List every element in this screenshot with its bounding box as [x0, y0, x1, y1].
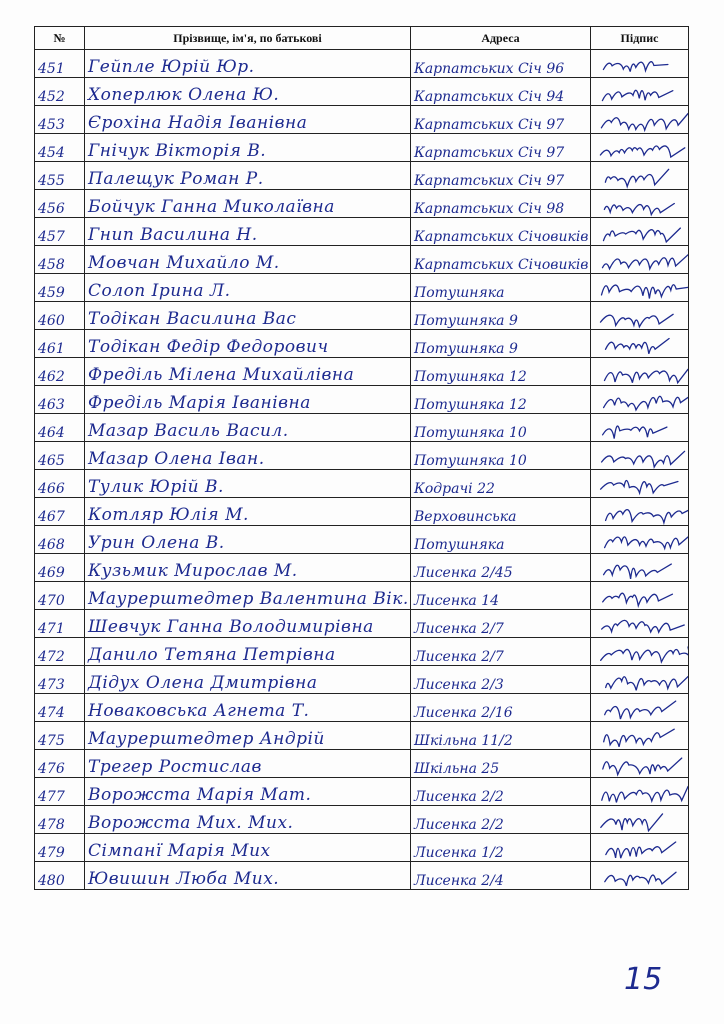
- row-signature: [591, 834, 689, 862]
- row-signature: [591, 302, 689, 330]
- row-signature: [591, 358, 689, 386]
- row-signature: [591, 134, 689, 162]
- row-number: 451: [35, 50, 85, 78]
- row-signature: [591, 694, 689, 722]
- row-signature: [591, 106, 689, 134]
- table-row: [35, 582, 689, 610]
- row-signature: [591, 722, 689, 750]
- row-signature: [591, 526, 689, 554]
- row-name: Дідух Олена Дмитрівна: [85, 666, 411, 694]
- row-name: Мовчан Михайло М.: [85, 246, 411, 274]
- row-name: Хоперлюк Олена Ю.: [85, 78, 411, 106]
- signature-scribble: [594, 275, 689, 301]
- row-address: Верховинська: [411, 498, 591, 526]
- row-number: 462: [35, 358, 85, 386]
- signature-scribble: [594, 863, 689, 889]
- row-signature: [591, 610, 689, 638]
- row-name: Данило Тетяна Петрівна: [85, 638, 411, 666]
- table-row: [35, 666, 689, 694]
- row-name: Гнип Василина Н.: [85, 218, 411, 246]
- row-address: Карпатських Січ 97: [411, 162, 591, 190]
- row-signature: [591, 274, 689, 302]
- table-row: [35, 386, 689, 414]
- header-number: №: [35, 27, 85, 50]
- signature-scribble: [594, 247, 689, 273]
- row-number: 470: [35, 582, 85, 610]
- header-signature: Підпис: [591, 27, 689, 50]
- signature-scribble: [594, 471, 689, 497]
- signature-scribble: [594, 163, 689, 189]
- row-signature: [591, 470, 689, 498]
- row-address: Потушняка 9: [411, 330, 591, 358]
- row-number: 455: [35, 162, 85, 190]
- row-signature: [591, 554, 689, 582]
- row-signature: [591, 218, 689, 246]
- signature-scribble: [594, 695, 689, 721]
- table-row: [35, 554, 689, 582]
- row-address: Лисенка 2/4: [411, 862, 591, 890]
- row-name: Котляр Юлія М.: [85, 498, 411, 526]
- row-signature: [591, 386, 689, 414]
- row-signature: [591, 498, 689, 526]
- row-name: Єрохіна Надія Іванівна: [85, 106, 411, 134]
- table-row: [35, 526, 689, 554]
- row-address: Карпатських Січ 98: [411, 190, 591, 218]
- row-name: Урин Олена В.: [85, 526, 411, 554]
- row-signature: [591, 638, 689, 666]
- row-name: Гейпле Юрій Юр.: [85, 50, 411, 78]
- row-signature: [591, 78, 689, 106]
- row-number: 471: [35, 610, 85, 638]
- table-row: [35, 414, 689, 442]
- row-name: Трегер Ростислав: [85, 750, 411, 778]
- row-number: 476: [35, 750, 85, 778]
- row-address: Лисенка 2/16: [411, 694, 591, 722]
- table-row: [35, 134, 689, 162]
- row-name: Палещук Роман Р.: [85, 162, 411, 190]
- signature-scribble: [594, 751, 689, 777]
- row-name: Ворожста Мих. Мих.: [85, 806, 411, 834]
- row-name: Гнічук Вікторія В.: [85, 134, 411, 162]
- row-address: Лисенка 2/2: [411, 778, 591, 806]
- row-address: Карпатських Січ 94: [411, 78, 591, 106]
- row-address: Потушняка 12: [411, 358, 591, 386]
- row-name: Тодікан Василина Вас: [85, 302, 411, 330]
- row-number: 461: [35, 330, 85, 358]
- signature-scribble: [594, 835, 689, 861]
- row-address: Шкільна 25: [411, 750, 591, 778]
- table-row: [35, 218, 689, 246]
- row-address: Лисенка 2/45: [411, 554, 591, 582]
- signature-scribble: [594, 51, 689, 77]
- row-signature: [591, 582, 689, 610]
- row-signature: [591, 862, 689, 890]
- row-number: 460: [35, 302, 85, 330]
- row-address: Лисенка 14: [411, 582, 591, 610]
- signature-scribble: [594, 555, 689, 581]
- signature-scribble: [594, 639, 689, 665]
- row-number: 457: [35, 218, 85, 246]
- table-row: [35, 246, 689, 274]
- row-signature: [591, 246, 689, 274]
- table-row: [35, 50, 689, 78]
- row-address: Потушняка 10: [411, 442, 591, 470]
- row-address: Потушняка: [411, 526, 591, 554]
- signature-scribble: [594, 779, 689, 805]
- table-row: [35, 862, 689, 890]
- row-address: Лисенка 2/3: [411, 666, 591, 694]
- row-number: 474: [35, 694, 85, 722]
- row-signature: [591, 414, 689, 442]
- signature-scribble: [594, 135, 689, 161]
- row-address: Карпатських Січ 97: [411, 134, 591, 162]
- row-name: Ювишин Люба Мих.: [85, 862, 411, 890]
- table-row: [35, 750, 689, 778]
- row-number: 467: [35, 498, 85, 526]
- row-signature: [591, 806, 689, 834]
- row-number: 480: [35, 862, 85, 890]
- row-name: Фреділь Марія Іванівна: [85, 386, 411, 414]
- row-name: Солоп Ірина Л.: [85, 274, 411, 302]
- table-row: [35, 806, 689, 834]
- table-row: [35, 330, 689, 358]
- signature-table: [34, 26, 689, 890]
- table-row: [35, 358, 689, 386]
- signature-scribble: [594, 583, 689, 609]
- table-row: [35, 722, 689, 750]
- row-number: 465: [35, 442, 85, 470]
- row-number: 463: [35, 386, 85, 414]
- table-row: [35, 638, 689, 666]
- signature-scribble: [594, 443, 689, 469]
- row-address: Потушняка 12: [411, 386, 591, 414]
- signature-scribble: [594, 387, 689, 413]
- row-address: Потушняка 9: [411, 302, 591, 330]
- row-address: Карпатських Січ 97: [411, 106, 591, 134]
- row-name: Кузьмик Мирослав М.: [85, 554, 411, 582]
- signature-scribble: [594, 331, 689, 357]
- row-number: 468: [35, 526, 85, 554]
- row-signature: [591, 162, 689, 190]
- signature-scribble: [594, 79, 689, 105]
- row-name: Мазар Олена Іван.: [85, 442, 411, 470]
- table-row: [35, 834, 689, 862]
- row-name: Фреділь Мілена Михайлівна: [85, 358, 411, 386]
- row-name: Маурерштедтер Валентина Вік.: [85, 582, 411, 610]
- table-row: [35, 78, 689, 106]
- signature-scribble: [594, 415, 689, 441]
- row-signature: [591, 190, 689, 218]
- table-row: [35, 162, 689, 190]
- header-name: Прізвище, ім'я, по батькові: [85, 27, 411, 50]
- row-number: 459: [35, 274, 85, 302]
- signature-scribble: [594, 807, 689, 833]
- table-row: [35, 498, 689, 526]
- row-signature: [591, 778, 689, 806]
- table-row: [35, 442, 689, 470]
- row-number: 452: [35, 78, 85, 106]
- page-number: 15: [624, 962, 663, 997]
- signature-scribble: [594, 667, 689, 693]
- row-name: Сімпанї Марія Мих: [85, 834, 411, 862]
- signature-scribble: [594, 219, 689, 245]
- row-number: 456: [35, 190, 85, 218]
- row-number: 458: [35, 246, 85, 274]
- row-name: Новаковська Агнета Т.: [85, 694, 411, 722]
- row-number: 478: [35, 806, 85, 834]
- row-name: Тодікан Федір Федорович: [85, 330, 411, 358]
- table-row: [35, 778, 689, 806]
- row-number: 472: [35, 638, 85, 666]
- signature-scribble: [594, 359, 689, 385]
- table-row: [35, 694, 689, 722]
- row-signature: [591, 330, 689, 358]
- signature-scribble: [594, 107, 689, 133]
- table-row: [35, 106, 689, 134]
- row-name: Маурерштедтер Андрій: [85, 722, 411, 750]
- row-number: 469: [35, 554, 85, 582]
- row-name: Шевчук Ганна Володимирівна: [85, 610, 411, 638]
- row-number: 477: [35, 778, 85, 806]
- row-number: 473: [35, 666, 85, 694]
- row-signature: [591, 442, 689, 470]
- table-row: [35, 470, 689, 498]
- signature-scribble: [594, 723, 689, 749]
- row-name: Ворожста Марія Мат.: [85, 778, 411, 806]
- row-number: 453: [35, 106, 85, 134]
- row-address: Карпатських Січовиків: [411, 246, 591, 274]
- row-address: Лисенка 2/7: [411, 638, 591, 666]
- header-address: Адреса: [411, 27, 591, 50]
- signature-scribble: [594, 527, 689, 553]
- header-row: [35, 27, 689, 50]
- row-address: Шкільна 11/2: [411, 722, 591, 750]
- row-name: Тулик Юрій В.: [85, 470, 411, 498]
- table-body: [35, 50, 689, 890]
- signature-scribble: [594, 191, 689, 217]
- row-address: Потушняка: [411, 274, 591, 302]
- row-address: Кодрачі 22: [411, 470, 591, 498]
- row-signature: [591, 50, 689, 78]
- row-name: Бойчук Ганна Миколаївна: [85, 190, 411, 218]
- row-address: Потушняка 10: [411, 414, 591, 442]
- row-signature: [591, 750, 689, 778]
- row-signature: [591, 666, 689, 694]
- table-row: [35, 274, 689, 302]
- row-address: Лисенка 2/7: [411, 610, 591, 638]
- table-row: [35, 302, 689, 330]
- row-address: Лисенка 2/2: [411, 806, 591, 834]
- row-address: Карпатських Січ 96: [411, 50, 591, 78]
- row-address: Лисенка 1/2: [411, 834, 591, 862]
- row-name: Мазар Василь Васил.: [85, 414, 411, 442]
- table-row: [35, 190, 689, 218]
- row-number: 475: [35, 722, 85, 750]
- row-number: 479: [35, 834, 85, 862]
- row-number: 466: [35, 470, 85, 498]
- row-number: 454: [35, 134, 85, 162]
- signature-scribble: [594, 611, 689, 637]
- signature-scribble: [594, 303, 689, 329]
- row-number: 464: [35, 414, 85, 442]
- signature-scribble: [594, 499, 689, 525]
- row-address: Карпатських Січовиків: [411, 218, 591, 246]
- table-row: [35, 610, 689, 638]
